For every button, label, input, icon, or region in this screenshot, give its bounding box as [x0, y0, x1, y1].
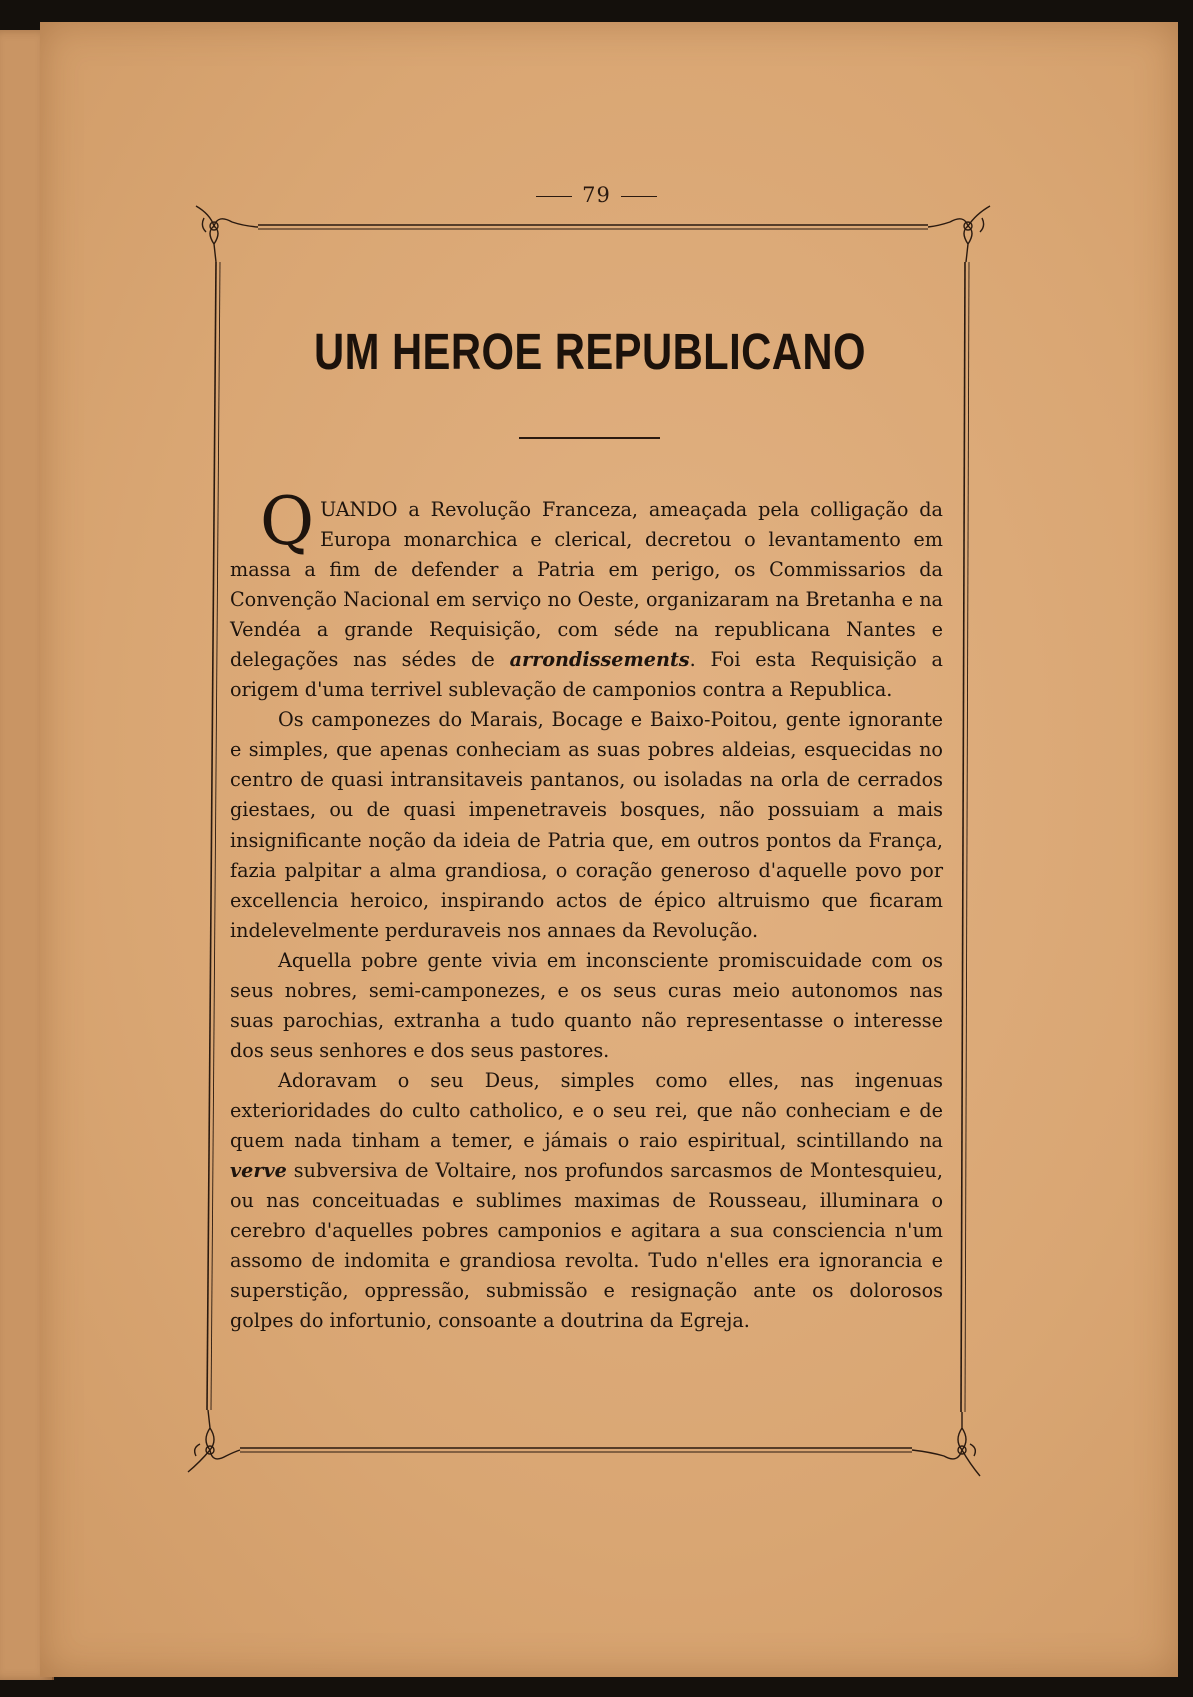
- corner-ornament-bottom-right: [912, 1412, 980, 1476]
- corner-ornament-top-right: [928, 206, 990, 262]
- title-divider: [519, 437, 660, 439]
- paragraph-4-text-a: Adoravam o seu Deus, simples como elles, nas ingenuas exterioridades do culto catholico, e o seu rei, que não conheciam e de quem nada tinham a temer, e jámais o raio espiritual, scintillando na: [230, 1068, 943, 1152]
- italic-term-arrondissements: arrondissements: [509, 648, 690, 672]
- body-text: [230, 483, 943, 1336]
- paragraph-2: Os camponezes do Marais, Bocage e Baixo-Poitou, gente ignorante e simples, que apenas conheciam as suas pobres aldeias, esquecidas no centro de quasi intransitaveis pantanos, ou isoladas na orla de cerrados giestaes, ou de quasi impenetraveis bosques, não possuiam a mais insignificante noção da ideia de Patria que, em outros pontos da França, fazia palpitar a alma grandiosa, o coração generoso d'aquelle povo por excellencia heroico, inspirando actos de épico altruismo que ficaram indelevelmente perduraveis nos annaes da Revolução.: [230, 708, 943, 942]
- paragraph-1-text-b: . Foi esta Requisição a origem d'uma terrivel sublevação de camponios contra a Republica.: [230, 648, 943, 702]
- page-number-value: 79: [582, 183, 611, 207]
- italic-term-verve: verve: [230, 1159, 287, 1183]
- drop-cap: Q: [260, 483, 315, 560]
- corner-ornament-top-left: [196, 206, 258, 262]
- paragraph-3: Aquella pobre gente vivia em inconsciente promiscuidade com os seus nobres, semi-camponezes, e os seus curas meio autonomos nas suas parochias, extranha a tudo quanto não representasse o interesse dos seus senhores e dos seus pastores.: [230, 948, 943, 1062]
- first-word: UANDO: [320, 498, 398, 521]
- corner-ornament-bottom-left: [188, 1410, 240, 1472]
- paragraph-4-text-b: subversiva de Voltaire, nos profundos sarcasmos de Montesquieu, ou nas conceituadas e sublimes maximas de Rousseau, illuminara o cerebro d'aquelles pobres camponios e agitara a sua consciencia n'um assomo de indomita e grandiosa revolta. Tudo n'elles era ignorancia e superstição, oppressão, submissão e resignação ante os dolorosos golpes do infortunio, consoante a doutrina da Egreja.: [230, 1159, 943, 1333]
- paragraph-4: [230, 1066, 943, 1336]
- chapter-title: UM HEROE REPUBLICANO: [314, 323, 866, 380]
- paragraph-1: [230, 483, 943, 705]
- paragraph-1-text-a: a Revolução Franceza, ameaçada pela colligação da Europa monarchica e clerical, decretou o levantamento em massa a fim de defender a Patria em perigo, os Commissarios da Convenção Nacional em serviço no Oeste, organizaram na Bretanha e na Vendéa a grande Requisição, com séde na republicana Nantes e delegações nas sédes de: [230, 498, 943, 672]
